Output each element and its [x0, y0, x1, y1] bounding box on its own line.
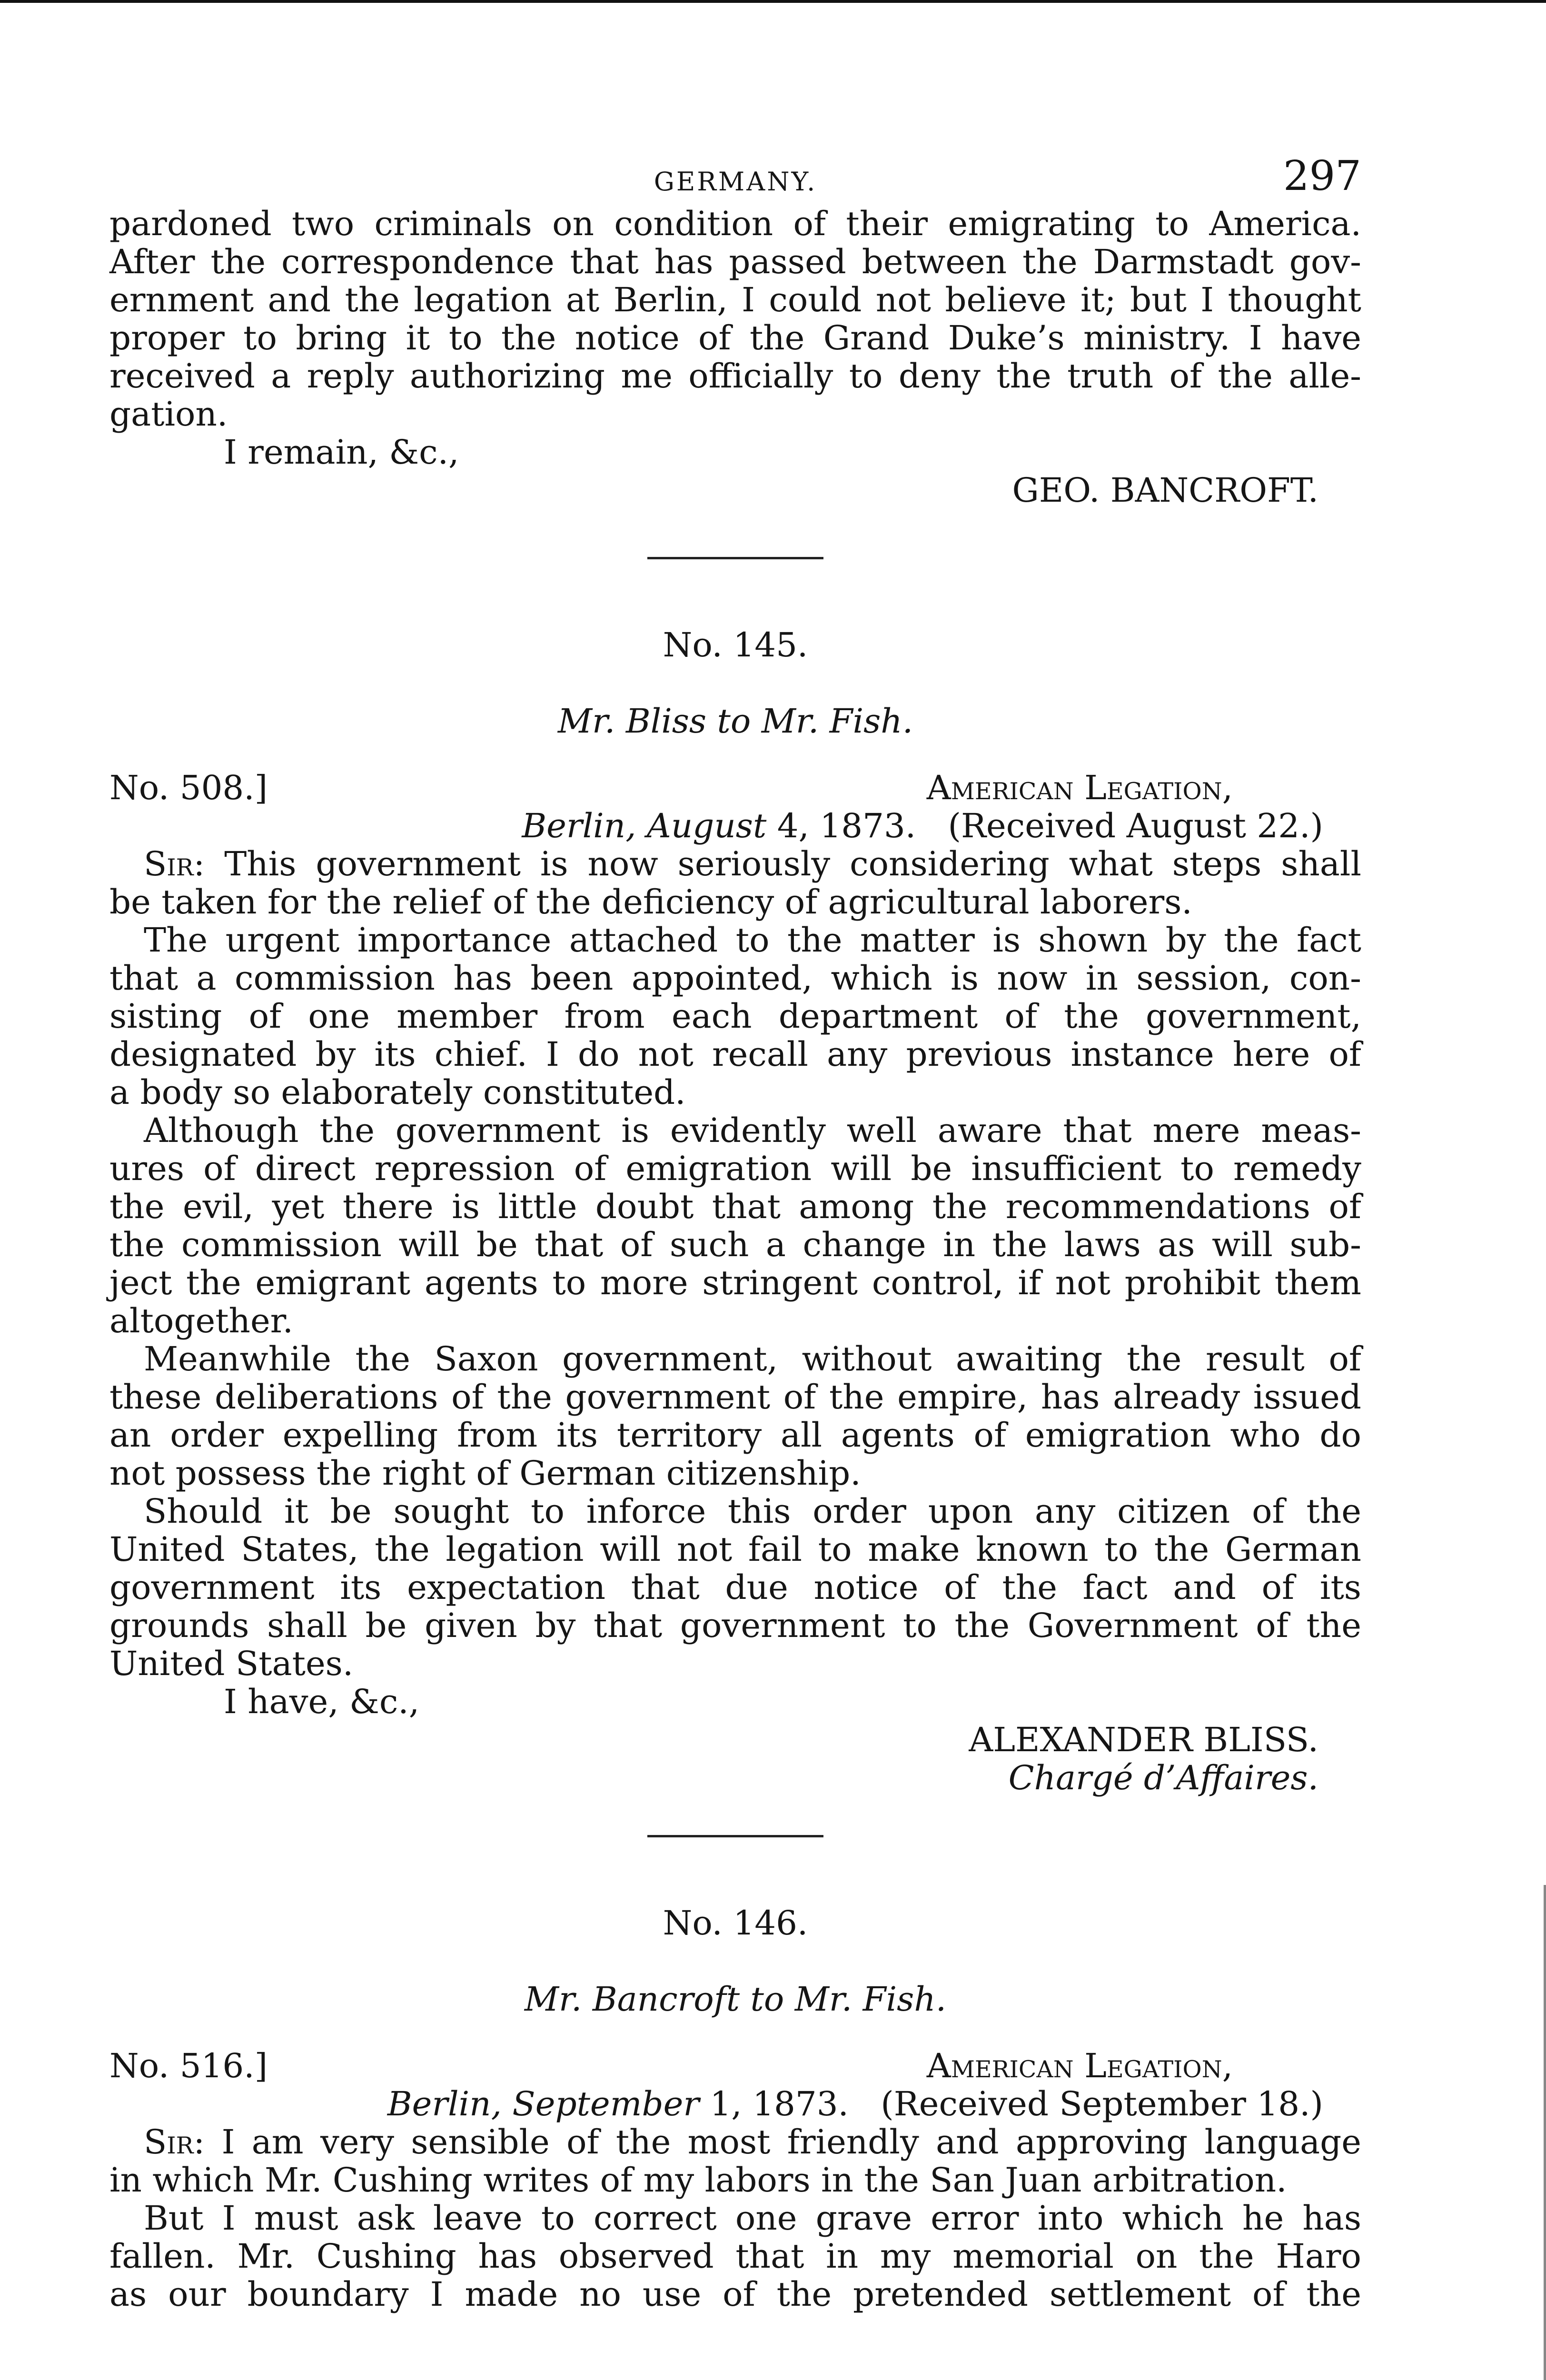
date-rest: 4, 1873. — [777, 806, 916, 845]
paragraph-line: Meanwhile the Saxon government, without awaiting the result of — [144, 1339, 1361, 1378]
paragraph-line: grounds shall be given by that government to the Government of the — [109, 1606, 1361, 1645]
paragraph-line: proper to bring it to the notice of the Grand Duke’s ministry. I have — [109, 318, 1361, 357]
paragraph-line: United States, the legation will not fail to make known to the German — [109, 1530, 1361, 1569]
closing-line: I remain, &c., — [224, 433, 459, 472]
paragraph-line: United States. — [109, 1644, 354, 1683]
date-rest: 1, 1873. — [710, 2084, 849, 2123]
line-text: I am very sensible of the most friendly and approving language — [221, 2122, 1361, 2162]
page-edge-shadow — [1544, 1885, 1546, 2380]
paragraph-line: designated by its chief. I do not recall any previous instance here of — [109, 1035, 1361, 1074]
paragraph-line: these deliberations of the government of the empire, has already issued — [109, 1378, 1361, 1417]
running-head — [109, 143, 1361, 205]
dispatch-header — [109, 769, 1361, 807]
signature: GEO. BANCROFT. — [1012, 471, 1318, 510]
received-note: (Received September 18.) — [881, 2084, 1323, 2123]
paragraph-line: received a reply authorizing me officially to deny the truth of the alle- — [109, 357, 1361, 396]
salutation: Sir: — [144, 2122, 205, 2162]
document-page — [109, 143, 1361, 2313]
document-title: Mr. Bancroft to Mr. Fish. — [524, 1980, 947, 2019]
document-number: No. 146. — [663, 1904, 808, 1943]
paragraph-line: ernment and the legation at Berlin, I could not believe it; but I thought — [109, 280, 1361, 319]
top-edge-rule — [0, 0, 1546, 3]
dateline — [109, 807, 1361, 845]
paragraph-line: as our boundary I made no use of the pretended settlement of the — [109, 2275, 1361, 2314]
paragraph-line: the evil, yet there is little doubt that among the recommendations of — [109, 1187, 1361, 1226]
dispatch-number: No. 516.] — [109, 2046, 268, 2085]
paragraph-line: The urgent importance attached to the matter is shown by the fact — [144, 921, 1361, 960]
dateline — [109, 2085, 1361, 2123]
dispatch-header — [109, 2047, 1361, 2085]
document-number: No. 145. — [663, 625, 808, 664]
paragraph-line: in which Mr. Cushing writes of my labors in the San Juan arbitration. — [109, 2161, 1287, 2200]
paragraph-line: But I must ask leave to correct one grave error into which he has — [144, 2199, 1361, 2238]
document-145 — [109, 626, 1361, 1797]
dispatch-number: No. 508.] — [109, 768, 268, 807]
paragraph-line: the commission will be that of such a change in the laws as will sub- — [109, 1225, 1361, 1264]
paragraph-line: that a commission has been appointed, which is now in session, con- — [109, 959, 1361, 998]
document-title: Mr. Bliss to Mr. Fish. — [557, 702, 913, 741]
line-text: This government is now seriously considering what steps shall — [224, 844, 1361, 883]
signature: ALEXANDER BLISS. — [969, 1720, 1318, 1759]
paragraph-line: an order expelling from its territory all agents of emigration who do — [109, 1416, 1361, 1455]
document-146 — [109, 1904, 1361, 2313]
paragraph-line: gation. — [109, 395, 228, 434]
paragraph-line: pardoned two criminals on condition of their emigrating to America. — [109, 204, 1361, 243]
paragraph-line: a body so elaborately constituted. — [109, 1073, 686, 1112]
paragraph-line — [109, 845, 1361, 883]
paragraph-line: fallen. Mr. Cushing has observed that in my memorial on the Haro — [109, 2237, 1361, 2276]
letter-continuation — [109, 205, 1361, 509]
paragraph-line: be taken for the relief of the deficiency of agricultural laborers. — [109, 883, 1192, 922]
signature-title: Chargé d’Affaires. — [1008, 1758, 1318, 1797]
paragraph-line: not possess the right of German citizenship. — [109, 1454, 861, 1493]
date-place: Berlin, — [522, 806, 636, 845]
running-head-title: GERMANY. — [654, 167, 817, 197]
paragraph-line: After the correspondence that has passed between the Darmstadt gov- — [109, 242, 1361, 281]
date-place: Berlin, — [387, 2084, 502, 2123]
date-month: August — [646, 806, 767, 845]
salutation: Sir: — [144, 844, 205, 883]
legation-heading: American Legation, — [926, 2046, 1233, 2085]
paragraph-line: Should it be sought to inforce this order upon any citizen of the — [144, 1492, 1361, 1531]
closing-line: I have, &c., — [224, 1682, 420, 1721]
paragraph-line — [109, 2123, 1361, 2161]
paragraph-line: ures of direct repression of emigration will be insufficient to remedy — [109, 1149, 1361, 1188]
paragraph-line: Although the government is evidently well aware that mere meas- — [144, 1111, 1361, 1150]
date-month: September — [512, 2084, 700, 2123]
paragraph-line: government its expectation that due notice of the fact and of its — [109, 1568, 1361, 1607]
paragraph-line: altogether. — [109, 1301, 294, 1340]
page-number: 297 — [1283, 152, 1361, 200]
legation-heading: American Legation, — [926, 768, 1233, 807]
received-note: (Received August 22.) — [948, 806, 1323, 845]
paragraph-line: ject the emigrant agents to more stringent control, if not prohibit them — [109, 1263, 1361, 1302]
paragraph-line: sisting of one member from each department of the government, — [109, 997, 1361, 1036]
